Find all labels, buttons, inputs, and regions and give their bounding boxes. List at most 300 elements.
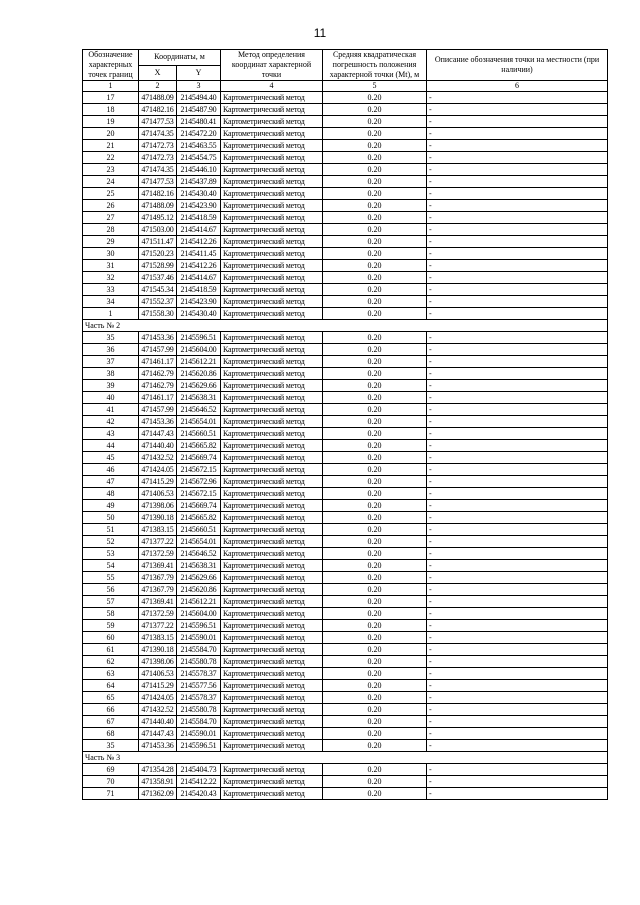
- table-row: [83, 356, 608, 368]
- description-cell: -: [427, 572, 608, 584]
- x-coordinate-cell: 471377.22: [139, 536, 177, 548]
- x-coordinate-cell: 471406.53: [139, 668, 177, 680]
- method-cell: Картометрический метод: [221, 488, 323, 500]
- point-number-cell: 58: [83, 608, 139, 620]
- y-coordinate-cell: 2145672.96: [177, 476, 221, 488]
- error-cell: 0.20: [323, 308, 427, 320]
- table-row: [83, 416, 608, 428]
- description-cell: -: [427, 656, 608, 668]
- x-coordinate-cell: 471457.99: [139, 404, 177, 416]
- point-number-cell: 29: [83, 236, 139, 248]
- table-row: [83, 344, 608, 356]
- y-coordinate-cell: 2145590.01: [177, 632, 221, 644]
- x-coordinate-cell: 471537.46: [139, 272, 177, 284]
- error-cell: 0.20: [323, 680, 427, 692]
- error-cell: 0.20: [323, 692, 427, 704]
- table-row: [83, 560, 608, 572]
- error-cell: 0.20: [323, 512, 427, 524]
- description-cell: -: [427, 536, 608, 548]
- part-heading: Часть № 2: [83, 320, 608, 332]
- table-row: [83, 176, 608, 188]
- header-x: X: [139, 65, 177, 81]
- description-cell: -: [427, 776, 608, 788]
- description-cell: -: [427, 488, 608, 500]
- error-cell: 0.20: [323, 92, 427, 104]
- x-coordinate-cell: 471552.37: [139, 296, 177, 308]
- method-cell: Картометрический метод: [221, 572, 323, 584]
- method-cell: Картометрический метод: [221, 392, 323, 404]
- x-coordinate-cell: 471462.79: [139, 368, 177, 380]
- error-cell: 0.20: [323, 524, 427, 536]
- x-coordinate-cell: 471432.52: [139, 704, 177, 716]
- point-number-cell: 50: [83, 512, 139, 524]
- point-number-cell: 25: [83, 188, 139, 200]
- x-coordinate-cell: 471511.47: [139, 236, 177, 248]
- table-row: [83, 272, 608, 284]
- point-number-cell: 71: [83, 788, 139, 800]
- error-cell: 0.20: [323, 584, 427, 596]
- column-number: 1: [83, 81, 139, 92]
- method-cell: Картометрический метод: [221, 764, 323, 776]
- point-number-cell: 65: [83, 692, 139, 704]
- x-coordinate-cell: 471367.79: [139, 572, 177, 584]
- table-row: [83, 200, 608, 212]
- y-coordinate-cell: 2145430.40: [177, 188, 221, 200]
- description-cell: -: [427, 668, 608, 680]
- table-row: [83, 104, 608, 116]
- point-number-cell: 22: [83, 152, 139, 164]
- method-cell: Картометрический метод: [221, 284, 323, 296]
- point-number-cell: 62: [83, 656, 139, 668]
- error-cell: 0.20: [323, 620, 427, 632]
- table-row: [83, 764, 608, 776]
- y-coordinate-cell: 2145420.43: [177, 788, 221, 800]
- method-cell: Картометрический метод: [221, 452, 323, 464]
- point-number-cell: 56: [83, 584, 139, 596]
- point-number-cell: 30: [83, 248, 139, 260]
- error-cell: 0.20: [323, 368, 427, 380]
- x-coordinate-cell: 471406.53: [139, 488, 177, 500]
- error-cell: 0.20: [323, 596, 427, 608]
- table-row: [83, 188, 608, 200]
- table-row: [83, 680, 608, 692]
- error-cell: 0.20: [323, 788, 427, 800]
- y-coordinate-cell: 2145584.70: [177, 716, 221, 728]
- y-coordinate-cell: 2145669.74: [177, 452, 221, 464]
- point-number-cell: 66: [83, 704, 139, 716]
- description-cell: -: [427, 332, 608, 344]
- error-cell: 0.20: [323, 572, 427, 584]
- table-row: [83, 656, 608, 668]
- method-cell: Картометрический метод: [221, 212, 323, 224]
- column-number: 6: [427, 81, 608, 92]
- part-heading-row: [83, 320, 608, 332]
- description-cell: -: [427, 416, 608, 428]
- error-cell: 0.20: [323, 176, 427, 188]
- method-cell: Картометрический метод: [221, 776, 323, 788]
- table-row: [83, 572, 608, 584]
- error-cell: 0.20: [323, 416, 427, 428]
- y-coordinate-cell: 2145584.70: [177, 644, 221, 656]
- table-row: [83, 548, 608, 560]
- method-cell: Картометрический метод: [221, 152, 323, 164]
- error-cell: 0.20: [323, 392, 427, 404]
- method-cell: Картометрический метод: [221, 260, 323, 272]
- description-cell: -: [427, 224, 608, 236]
- description-cell: -: [427, 620, 608, 632]
- x-coordinate-cell: 471390.18: [139, 644, 177, 656]
- method-cell: Картометрический метод: [221, 620, 323, 632]
- method-cell: Картометрический метод: [221, 536, 323, 548]
- x-coordinate-cell: 471477.53: [139, 116, 177, 128]
- method-cell: Картометрический метод: [221, 236, 323, 248]
- y-coordinate-cell: 2145412.22: [177, 776, 221, 788]
- y-coordinate-cell: 2145412.26: [177, 260, 221, 272]
- header-y: Y: [177, 65, 221, 81]
- x-coordinate-cell: 471482.16: [139, 104, 177, 116]
- column-number: 4: [221, 81, 323, 92]
- method-cell: Картометрический метод: [221, 632, 323, 644]
- y-coordinate-cell: 2145660.51: [177, 524, 221, 536]
- x-coordinate-cell: 471447.43: [139, 428, 177, 440]
- description-cell: -: [427, 104, 608, 116]
- method-cell: Картометрический метод: [221, 668, 323, 680]
- description-cell: -: [427, 92, 608, 104]
- description-cell: -: [427, 176, 608, 188]
- description-cell: -: [427, 788, 608, 800]
- table-row: [83, 164, 608, 176]
- error-cell: 0.20: [323, 380, 427, 392]
- point-number-cell: 41: [83, 404, 139, 416]
- y-coordinate-cell: 2145580.78: [177, 656, 221, 668]
- x-coordinate-cell: 471558.30: [139, 308, 177, 320]
- x-coordinate-cell: 471488.09: [139, 92, 177, 104]
- x-coordinate-cell: 471472.73: [139, 140, 177, 152]
- x-coordinate-cell: 471474.35: [139, 164, 177, 176]
- error-cell: 0.20: [323, 200, 427, 212]
- description-cell: -: [427, 440, 608, 452]
- table-row: [83, 500, 608, 512]
- point-number-cell: 63: [83, 668, 139, 680]
- x-coordinate-cell: 471369.41: [139, 596, 177, 608]
- method-cell: Картометрический метод: [221, 188, 323, 200]
- table-row: [83, 596, 608, 608]
- description-cell: -: [427, 272, 608, 284]
- description-cell: -: [427, 380, 608, 392]
- table-row: [83, 488, 608, 500]
- table-row: [83, 728, 608, 740]
- error-cell: 0.20: [323, 260, 427, 272]
- description-cell: -: [427, 368, 608, 380]
- y-coordinate-cell: 2145454.75: [177, 152, 221, 164]
- table-row: [83, 308, 608, 320]
- header-description: Описание обозначения точки на местности (при наличии): [427, 50, 608, 81]
- part-heading: Часть № 3: [83, 752, 608, 764]
- description-cell: -: [427, 452, 608, 464]
- y-coordinate-cell: 2145672.15: [177, 488, 221, 500]
- point-number-cell: 49: [83, 500, 139, 512]
- description-cell: -: [427, 632, 608, 644]
- x-coordinate-cell: 471447.43: [139, 728, 177, 740]
- y-coordinate-cell: 2145646.52: [177, 548, 221, 560]
- error-cell: 0.20: [323, 704, 427, 716]
- description-cell: -: [427, 164, 608, 176]
- x-coordinate-cell: 471453.36: [139, 416, 177, 428]
- y-coordinate-cell: 2145404.73: [177, 764, 221, 776]
- method-cell: Картометрический метод: [221, 140, 323, 152]
- method-cell: Картометрический метод: [221, 368, 323, 380]
- method-cell: Картометрический метод: [221, 740, 323, 752]
- x-coordinate-cell: 471457.99: [139, 344, 177, 356]
- description-cell: -: [427, 356, 608, 368]
- method-cell: Картометрический метод: [221, 560, 323, 572]
- y-coordinate-cell: 2145446.10: [177, 164, 221, 176]
- point-number-cell: 17: [83, 92, 139, 104]
- description-cell: -: [427, 248, 608, 260]
- point-number-cell: 54: [83, 560, 139, 572]
- x-coordinate-cell: 471372.59: [139, 548, 177, 560]
- description-cell: -: [427, 188, 608, 200]
- point-number-cell: 46: [83, 464, 139, 476]
- description-cell: -: [427, 392, 608, 404]
- method-cell: Картометрический метод: [221, 728, 323, 740]
- method-cell: Картометрический метод: [221, 176, 323, 188]
- header-point-designation: Обозначение характерных точек границ: [83, 50, 139, 81]
- error-cell: 0.20: [323, 248, 427, 260]
- description-cell: -: [427, 512, 608, 524]
- y-coordinate-cell: 2145596.51: [177, 620, 221, 632]
- point-number-cell: 19: [83, 116, 139, 128]
- error-cell: 0.20: [323, 440, 427, 452]
- method-cell: Картометрический метод: [221, 416, 323, 428]
- point-number-cell: 53: [83, 548, 139, 560]
- point-number-cell: 69: [83, 764, 139, 776]
- point-number-cell: 35: [83, 332, 139, 344]
- x-coordinate-cell: 471415.29: [139, 476, 177, 488]
- point-number-cell: 31: [83, 260, 139, 272]
- method-cell: Картометрический метод: [221, 344, 323, 356]
- description-cell: -: [427, 116, 608, 128]
- table-row: [83, 380, 608, 392]
- x-coordinate-cell: 471453.36: [139, 332, 177, 344]
- y-coordinate-cell: 2145604.00: [177, 344, 221, 356]
- x-coordinate-cell: 471390.18: [139, 512, 177, 524]
- method-cell: Картометрический метод: [221, 308, 323, 320]
- point-number-cell: 55: [83, 572, 139, 584]
- method-cell: Картометрический метод: [221, 428, 323, 440]
- error-cell: 0.20: [323, 452, 427, 464]
- description-cell: -: [427, 560, 608, 572]
- y-coordinate-cell: 2145660.51: [177, 428, 221, 440]
- table-row: [83, 116, 608, 128]
- point-number-cell: 52: [83, 536, 139, 548]
- error-cell: 0.20: [323, 404, 427, 416]
- method-cell: Картометрический метод: [221, 296, 323, 308]
- y-coordinate-cell: 2145472.20: [177, 128, 221, 140]
- y-coordinate-cell: 2145620.86: [177, 368, 221, 380]
- table-row: [83, 632, 608, 644]
- x-coordinate-cell: 471358.91: [139, 776, 177, 788]
- y-coordinate-cell: 2145480.41: [177, 116, 221, 128]
- x-coordinate-cell: 471362.09: [139, 788, 177, 800]
- table-row: [83, 524, 608, 536]
- point-number-cell: 35: [83, 740, 139, 752]
- description-cell: -: [427, 548, 608, 560]
- table-row: [83, 704, 608, 716]
- table-row: [83, 644, 608, 656]
- method-cell: Картометрический метод: [221, 356, 323, 368]
- description-cell: -: [427, 428, 608, 440]
- description-cell: -: [427, 260, 608, 272]
- table-row: [83, 284, 608, 296]
- point-number-cell: 18: [83, 104, 139, 116]
- y-coordinate-cell: 2145654.01: [177, 536, 221, 548]
- point-number-cell: 33: [83, 284, 139, 296]
- x-coordinate-cell: 471398.06: [139, 656, 177, 668]
- header-method: Метод определения координат характерной точки: [221, 50, 323, 81]
- point-number-cell: 28: [83, 224, 139, 236]
- error-cell: 0.20: [323, 212, 427, 224]
- x-coordinate-cell: 471488.09: [139, 200, 177, 212]
- error-cell: 0.20: [323, 128, 427, 140]
- method-cell: Картометрический метод: [221, 692, 323, 704]
- y-coordinate-cell: 2145411.45: [177, 248, 221, 260]
- x-coordinate-cell: 471432.52: [139, 452, 177, 464]
- method-cell: Картометрический метод: [221, 476, 323, 488]
- header-coordinates: Координаты, м: [139, 50, 221, 66]
- point-number-cell: 59: [83, 620, 139, 632]
- y-coordinate-cell: 2145463.55: [177, 140, 221, 152]
- table-row: [83, 296, 608, 308]
- table-row: [83, 236, 608, 248]
- method-cell: Картометрический метод: [221, 788, 323, 800]
- y-coordinate-cell: 2145654.01: [177, 416, 221, 428]
- error-cell: 0.20: [323, 500, 427, 512]
- description-cell: -: [427, 140, 608, 152]
- point-number-cell: 47: [83, 476, 139, 488]
- description-cell: -: [427, 404, 608, 416]
- header-error: Средняя квадратическая погрешность положения характерной точки (Mt), м: [323, 50, 427, 81]
- point-number-cell: 43: [83, 428, 139, 440]
- x-coordinate-cell: 471372.59: [139, 608, 177, 620]
- x-coordinate-cell: 471424.05: [139, 692, 177, 704]
- table-row: [83, 440, 608, 452]
- error-cell: 0.20: [323, 188, 427, 200]
- header-row-1: [83, 50, 608, 66]
- error-cell: 0.20: [323, 356, 427, 368]
- method-cell: Картометрический метод: [221, 380, 323, 392]
- method-cell: Картометрический метод: [221, 332, 323, 344]
- description-cell: -: [427, 716, 608, 728]
- point-number-cell: 45: [83, 452, 139, 464]
- y-coordinate-cell: 2145596.51: [177, 740, 221, 752]
- page-number: 11: [313, 26, 327, 40]
- description-cell: -: [427, 476, 608, 488]
- y-coordinate-cell: 2145430.40: [177, 308, 221, 320]
- table-row: [83, 536, 608, 548]
- y-coordinate-cell: 2145638.31: [177, 392, 221, 404]
- error-cell: 0.20: [323, 548, 427, 560]
- description-cell: -: [427, 704, 608, 716]
- table-row: [83, 620, 608, 632]
- table-row: [83, 428, 608, 440]
- table-row: [83, 224, 608, 236]
- description-cell: -: [427, 608, 608, 620]
- error-cell: 0.20: [323, 272, 427, 284]
- column-number: 5: [323, 81, 427, 92]
- table-row: [83, 740, 608, 752]
- x-coordinate-cell: 471424.05: [139, 464, 177, 476]
- table-row: [83, 584, 608, 596]
- y-coordinate-cell: 2145665.82: [177, 512, 221, 524]
- x-coordinate-cell: 471462.79: [139, 380, 177, 392]
- method-cell: Картометрический метод: [221, 200, 323, 212]
- y-coordinate-cell: 2145577.56: [177, 680, 221, 692]
- x-coordinate-cell: 471461.17: [139, 356, 177, 368]
- point-number-cell: 38: [83, 368, 139, 380]
- method-cell: Картометрический метод: [221, 644, 323, 656]
- description-cell: -: [427, 524, 608, 536]
- x-coordinate-cell: 471482.16: [139, 188, 177, 200]
- x-coordinate-cell: 471377.22: [139, 620, 177, 632]
- error-cell: 0.20: [323, 236, 427, 248]
- y-coordinate-cell: 2145578.37: [177, 692, 221, 704]
- point-number-cell: 44: [83, 440, 139, 452]
- y-coordinate-cell: 2145494.40: [177, 92, 221, 104]
- table-row: [83, 248, 608, 260]
- error-cell: 0.20: [323, 464, 427, 476]
- method-cell: Картометрический метод: [221, 248, 323, 260]
- x-coordinate-cell: 471528.99: [139, 260, 177, 272]
- method-cell: Картометрический метод: [221, 680, 323, 692]
- y-coordinate-cell: 2145604.00: [177, 608, 221, 620]
- error-cell: 0.20: [323, 488, 427, 500]
- x-coordinate-cell: 471383.15: [139, 632, 177, 644]
- x-coordinate-cell: 471477.53: [139, 176, 177, 188]
- x-coordinate-cell: 471440.40: [139, 716, 177, 728]
- point-number-cell: 68: [83, 728, 139, 740]
- method-cell: Картометрический метод: [221, 548, 323, 560]
- x-coordinate-cell: 471383.15: [139, 524, 177, 536]
- error-cell: 0.20: [323, 104, 427, 116]
- point-number-cell: 26: [83, 200, 139, 212]
- y-coordinate-cell: 2145423.90: [177, 296, 221, 308]
- method-cell: Картометрический метод: [221, 128, 323, 140]
- error-cell: 0.20: [323, 284, 427, 296]
- error-cell: 0.20: [323, 344, 427, 356]
- error-cell: 0.20: [323, 644, 427, 656]
- x-coordinate-cell: 471472.73: [139, 152, 177, 164]
- table-row: [83, 392, 608, 404]
- error-cell: 0.20: [323, 536, 427, 548]
- error-cell: 0.20: [323, 632, 427, 644]
- point-number-cell: 1: [83, 308, 139, 320]
- method-cell: Картометрический метод: [221, 116, 323, 128]
- table-row: [83, 404, 608, 416]
- error-cell: 0.20: [323, 608, 427, 620]
- point-number-cell: 51: [83, 524, 139, 536]
- description-cell: -: [427, 152, 608, 164]
- x-coordinate-cell: 471503.00: [139, 224, 177, 236]
- description-cell: -: [427, 212, 608, 224]
- y-coordinate-cell: 2145590.01: [177, 728, 221, 740]
- point-number-cell: 60: [83, 632, 139, 644]
- x-coordinate-cell: 471495.12: [139, 212, 177, 224]
- column-number-row: [83, 81, 608, 92]
- error-cell: 0.20: [323, 668, 427, 680]
- y-coordinate-cell: 2145612.21: [177, 596, 221, 608]
- description-cell: -: [427, 680, 608, 692]
